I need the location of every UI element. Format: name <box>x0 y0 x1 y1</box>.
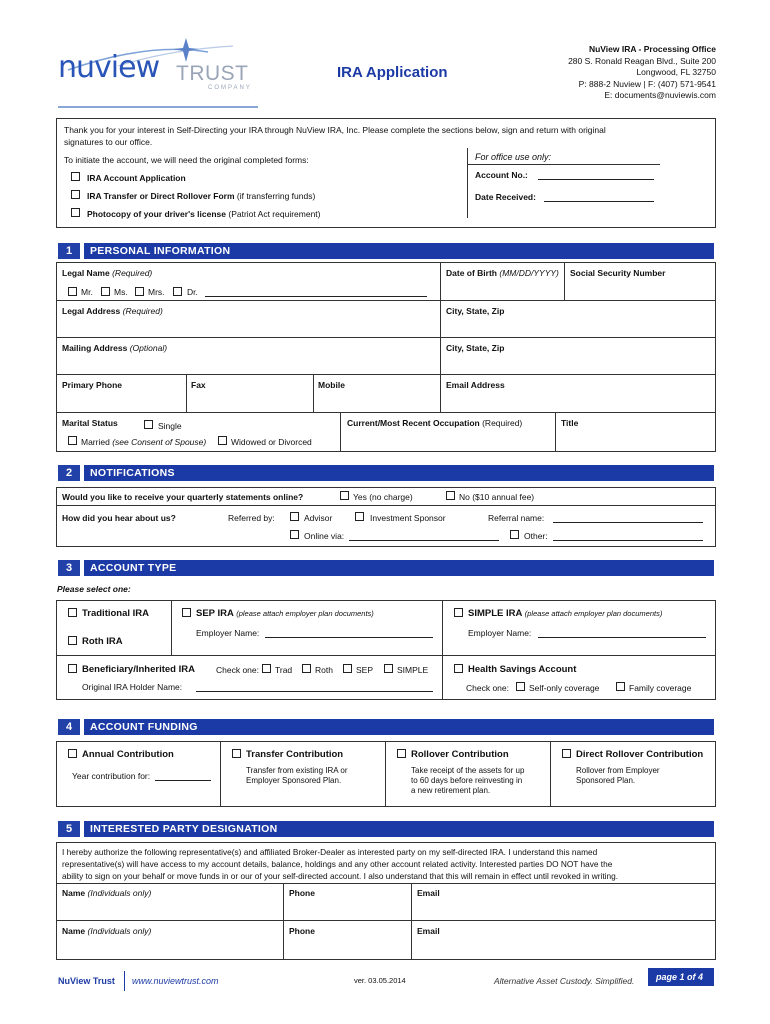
s5-email-div <box>411 883 412 960</box>
mobile-label: Mobile <box>318 380 345 390</box>
form3-checkbox[interactable] <box>71 208 80 217</box>
rollover-desc2: to 60 days before reinvesting in <box>411 776 523 785</box>
primary-phone-label: Primary Phone <box>62 380 122 390</box>
direct-desc1: Rollover from Employer <box>576 766 660 775</box>
mrs-label: Mrs. <box>148 287 165 297</box>
legal-name-label: Legal Name (Required) <box>62 268 153 278</box>
mrs-checkbox[interactable] <box>135 287 144 296</box>
online-no-label: No ($10 annual fee) <box>459 492 535 502</box>
logo-trust-text: TRUST <box>176 62 249 85</box>
original-holder-label: Original IRA Holder Name: <box>82 682 183 692</box>
office-phone: P: 888-2 Nuview | F: (407) 571-9541 <box>578 78 716 89</box>
date-received-label: Date Received: <box>475 192 536 202</box>
section5-number: 5 <box>58 821 80 837</box>
s3-col1-div <box>171 600 172 655</box>
footer-divider <box>124 971 125 991</box>
s2-row-rule <box>56 505 716 506</box>
beneficiary-ira-label: Beneficiary/Inherited IRA <box>82 664 195 675</box>
s1-row4-rule <box>56 412 716 413</box>
trad-label: Trad <box>275 665 293 675</box>
sep-sub-label: SEP <box>356 665 374 675</box>
roth-sub-label: Roth <box>315 665 333 675</box>
family-label: Family coverage <box>629 683 692 693</box>
office-use-label: For office use only: <box>475 152 552 162</box>
s1-row2-rule <box>56 337 716 338</box>
title-label: Title <box>561 418 579 428</box>
hsa-label: Health Savings Account <box>468 664 577 675</box>
mr-checkbox[interactable] <box>68 287 77 296</box>
s4-div2 <box>385 741 386 807</box>
rollover-contribution-checkbox[interactable] <box>397 749 406 758</box>
online-via-label: Online via: <box>304 531 345 541</box>
authorization-line3: ability to sign on your behalf or move funds in or our of your self-directed account. I also understand that this will remain in effect until revoked in writing. <box>62 871 619 881</box>
s1-row3-rule <box>56 374 716 375</box>
advisor-checkbox[interactable] <box>290 512 299 521</box>
section4-number: 4 <box>58 719 80 735</box>
married-checkbox[interactable] <box>68 436 77 445</box>
section3-number: 3 <box>58 560 80 576</box>
traditional-ira-label: Traditional IRA <box>82 608 150 619</box>
hsa-checkbox[interactable] <box>454 664 463 673</box>
hsa-check-one-label: Check one: <box>466 683 509 693</box>
married-label: Married (see Consent of Spouse) <box>81 437 207 447</box>
annual-contribution-checkbox[interactable] <box>68 749 77 758</box>
widowed-label: Widowed or Divorced <box>231 437 312 447</box>
occupation-label: Current/Most Recent Occupation (Required) <box>347 418 523 428</box>
widowed-checkbox[interactable] <box>218 436 227 445</box>
sep-employer-field[interactable] <box>265 637 433 638</box>
advisor-label: Advisor <box>304 513 333 523</box>
ms-label: Ms. <box>114 287 128 297</box>
section2-number: 2 <box>58 465 80 481</box>
office-use-divider <box>467 148 468 218</box>
online-yes-checkbox[interactable] <box>340 491 349 500</box>
s1-mobile-div <box>313 374 314 412</box>
footer-tagline: Alternative Asset Custody. Simplified. <box>494 976 635 986</box>
section1-number: 1 <box>58 243 80 259</box>
party2-name-label: Name (Individuals only) <box>62 926 152 936</box>
party1-email-label: Email <box>417 888 440 898</box>
marital-status-label: Marital Status <box>62 418 118 428</box>
direct-rollover-checkbox[interactable] <box>562 749 571 758</box>
referral-name-label: Referral name: <box>488 513 545 523</box>
s1-occ-div <box>340 412 341 452</box>
ssn-label: Social Security Number <box>570 268 666 278</box>
simple-sub-label: SIMPLE <box>397 665 429 675</box>
roth-sub-checkbox[interactable] <box>302 664 311 673</box>
other-checkbox[interactable] <box>510 530 519 539</box>
dob-label: Date of Birth (MM/DD/YYYY) <box>446 268 559 278</box>
family-checkbox[interactable] <box>616 682 625 691</box>
sep-employer-label: Employer Name: <box>196 628 260 638</box>
legal-csz-label: City, State, Zip <box>446 306 505 316</box>
section5-title: INTERESTED PARTY DESIGNATION <box>84 821 714 837</box>
mr-label: Mr. <box>81 287 93 297</box>
transfer-desc2: Employer Sponsored Plan. <box>246 776 342 785</box>
simple-sub-checkbox[interactable] <box>384 664 393 673</box>
account-no-field[interactable] <box>538 179 654 180</box>
original-holder-field[interactable] <box>196 691 433 692</box>
transfer-contribution-checkbox[interactable] <box>232 749 241 758</box>
s1-row1-rule <box>56 300 716 301</box>
s1-ssn-div <box>564 262 565 300</box>
transfer-contribution-label: Transfer Contribution <box>246 749 344 760</box>
transfer-desc1: Transfer from existing IRA or <box>246 766 348 775</box>
office-addr2: Longwood, FL 32750 <box>636 67 716 77</box>
rollover-contribution-label: Rollover Contribution <box>411 749 509 760</box>
section4-title: ACCOUNT FUNDING <box>84 719 714 735</box>
s5-row1-rule <box>56 920 716 921</box>
roth-ira-checkbox[interactable] <box>68 636 77 645</box>
rollover-desc1: Take receipt of the assets for up <box>411 766 525 775</box>
authorization-line2: representative(s) will have access to my account details, balance, holdings and any other account related activity. Interested parties DO NOT have the <box>62 859 613 869</box>
email-address-label: Email Address <box>446 380 505 390</box>
page-title: IRA Application <box>337 64 448 81</box>
form1-checkbox[interactable] <box>71 172 80 181</box>
section2-title: NOTIFICATIONS <box>84 465 714 481</box>
check-one-label: Check one: <box>216 665 259 675</box>
office-email: E: documents@nuviewis.com <box>604 90 716 100</box>
party2-email-label: Email <box>417 926 440 936</box>
self-only-checkbox[interactable] <box>516 682 525 691</box>
direct-desc2: Sponsored Plan. <box>576 776 636 785</box>
online-no-checkbox[interactable] <box>446 491 455 500</box>
logo-underline <box>58 106 258 108</box>
fax-label: Fax <box>191 380 206 390</box>
page-indicator-text: page 1 of 4 <box>656 972 704 982</box>
authorization-line1: I hereby authorize the following representative(s) and affiliated Broker-Dealer as interested party on my self-directed IRA. I understand this named <box>62 847 598 857</box>
online-via-checkbox[interactable] <box>290 530 299 539</box>
legal-address-label: Legal Address (Required) <box>62 306 163 316</box>
office-address <box>568 44 716 102</box>
referral-name-field[interactable] <box>553 522 703 523</box>
s1-col-div <box>440 262 441 374</box>
referred-by-label: Referred by: <box>228 513 275 523</box>
direct-rollover-label: Direct Rollover Contribution <box>576 749 704 760</box>
annual-contribution-label: Annual Contribution <box>82 749 174 760</box>
section3-title: ACCOUNT TYPE <box>84 560 714 576</box>
party1-phone-label: Phone <box>289 888 315 898</box>
section1-title: PERSONAL INFORMATION <box>84 243 714 259</box>
date-received-field[interactable] <box>544 201 654 202</box>
logo <box>58 36 268 98</box>
mailing-address-label: Mailing Address (Optional) <box>62 343 168 353</box>
form1-label: IRA Account Application <box>87 173 186 183</box>
online-via-field[interactable] <box>349 540 499 541</box>
logo-company-text: COMPANY <box>208 85 252 91</box>
single-label: Single <box>158 421 182 431</box>
s5-phone-div <box>283 883 284 960</box>
other-label: Other: <box>524 531 548 541</box>
simple-employer-label: Employer Name: <box>468 628 532 638</box>
year-contribution-field[interactable] <box>155 780 211 781</box>
forms-intro: To initiate the account, we will need the original completed forms: <box>64 155 309 165</box>
other-field[interactable] <box>553 540 703 541</box>
mailing-csz-label: City, State, Zip <box>446 343 505 353</box>
s4-div1 <box>220 741 221 807</box>
investment-sponsor-checkbox[interactable] <box>355 512 364 521</box>
rollover-desc3: a new retirement plan. <box>411 786 491 795</box>
office-name: NuView IRA - Processing Office <box>588 44 716 54</box>
office-addr1: 280 S. Ronald Reagan Blvd., Suite 200 <box>568 55 716 66</box>
account-no-label: Account No.: <box>475 170 528 180</box>
s1-email-div <box>440 374 441 412</box>
roth-ira-label: Roth IRA <box>82 636 123 647</box>
s3-row-rule <box>56 655 716 656</box>
legal-name-field[interactable] <box>205 296 427 297</box>
single-checkbox[interactable] <box>144 420 153 429</box>
form2-label: IRA Transfer or Direct Rollover Form (if transferring funds) <box>87 191 316 201</box>
simple-ira-checkbox[interactable] <box>454 608 463 617</box>
investment-sponsor-label: Investment Sponsor <box>370 513 446 523</box>
footer-version: ver. 03.05.2014 <box>354 976 406 985</box>
ms-checkbox[interactable] <box>101 287 110 296</box>
s3-col2-div <box>442 600 443 700</box>
intro-line2: signatures to our office. <box>64 137 153 147</box>
s5-row0-rule <box>56 883 716 884</box>
office-use-rule <box>468 164 660 165</box>
sep-ira-checkbox[interactable] <box>182 608 191 617</box>
s1-fax-div <box>186 374 187 412</box>
sep-sub-checkbox[interactable] <box>343 664 352 673</box>
party2-phone-label: Phone <box>289 926 315 936</box>
form3-label: Photocopy of your driver's license (Patriot Act requirement) <box>87 209 321 219</box>
year-contribution-label: Year contribution for: <box>72 771 151 781</box>
select-one-label: Please select one: <box>57 584 131 594</box>
simple-ira-label: SIMPLE IRA (please attach employer plan documents) <box>468 608 663 619</box>
hear-about-question: How did you hear about us? <box>62 513 176 523</box>
beneficiary-ira-checkbox[interactable] <box>68 664 77 673</box>
dr-checkbox[interactable] <box>173 287 182 296</box>
simple-employer-field[interactable] <box>538 637 706 638</box>
footer-brand: NuView Trust <box>58 976 115 986</box>
self-only-label: Self-only coverage <box>529 683 600 693</box>
form2-checkbox[interactable] <box>71 190 80 199</box>
party1-name-label: Name (Individuals only) <box>62 888 152 898</box>
sep-ira-label: SEP IRA (please attach employer plan documents) <box>196 608 374 619</box>
s4-div3 <box>550 741 551 807</box>
trad-checkbox[interactable] <box>262 664 271 673</box>
online-yes-label: Yes (no charge) <box>353 492 413 502</box>
statements-question: Would you like to receive your quarterly statements online? <box>62 492 304 502</box>
logo-main-text: nuview <box>58 50 160 85</box>
s1-title-div <box>555 412 556 452</box>
intro-line1: Thank you for your interest in Self-Directing your IRA through NuView IRA, Inc. Please complete the sections below, sign and return with original <box>64 125 606 135</box>
traditional-ira-checkbox[interactable] <box>68 608 77 617</box>
dr-label: Dr. <box>187 287 198 297</box>
footer-url[interactable]: www.nuviewtrust.com <box>132 976 219 986</box>
